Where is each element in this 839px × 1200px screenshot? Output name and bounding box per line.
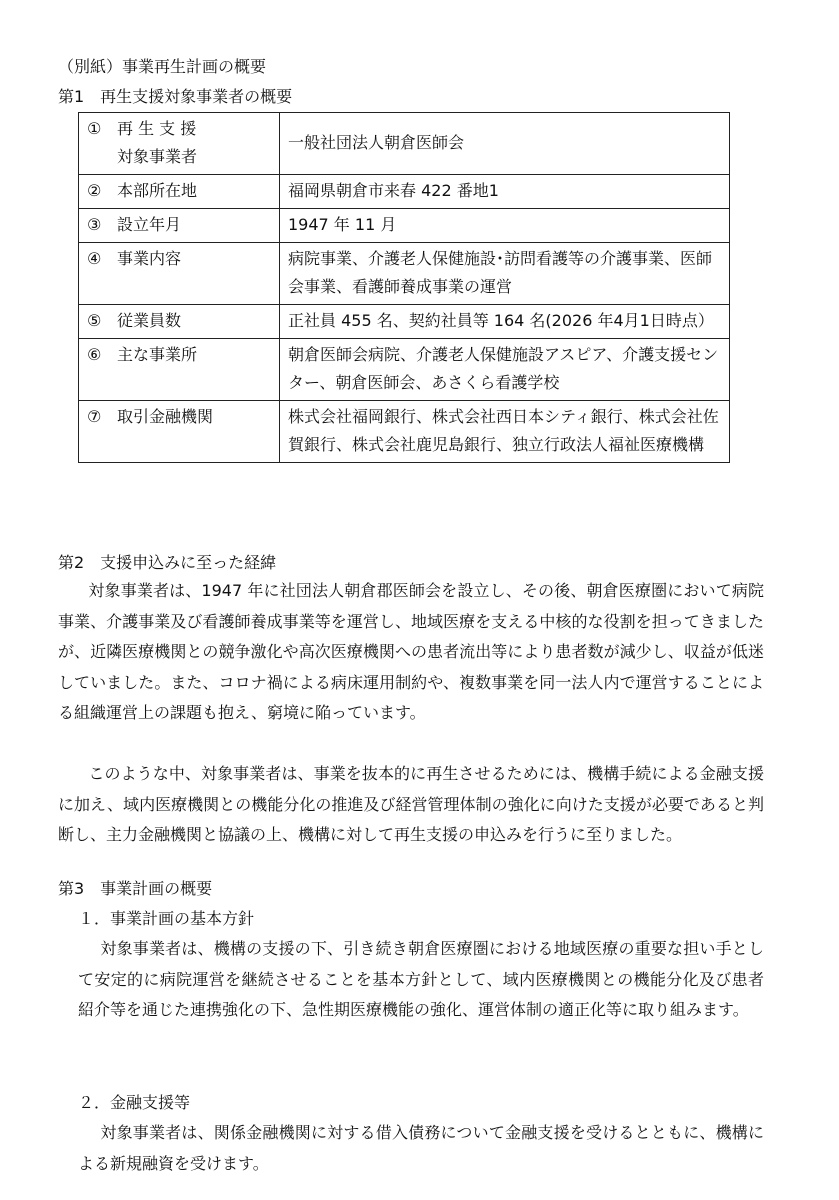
overview-table <box>78 112 730 463</box>
row-label-text: 従業員数 <box>117 311 182 330</box>
section2-heading: 第2 支援申込みに至った経緯 <box>58 553 277 572</box>
subsection-paragraph: 対象事業者は、関係金融機関に対する借入債務について金融支援を受けるとともに、機構による新規融資を受けます。 <box>78 1123 764 1173</box>
table-row <box>79 339 730 401</box>
section2-paragraph: このような中、対象事業者は、事業を抜本的に再生させるためには、機構手続による金融支援に加え、域内医療機関との機能分化の推進及び経営管理体制の強化に向けた支援が必要であると判断し、主力金融機関と協議の上、機構に対して再生支援の申込みを行うに至りました。 <box>58 764 764 844</box>
section1-heading: 第1 再生支援対象事業者の概要 <box>58 87 293 106</box>
table-row <box>79 401 730 463</box>
row-label-text: 対象事業者 <box>117 147 198 166</box>
row-number: ③ <box>87 215 102 234</box>
row-label <box>79 175 280 209</box>
row-label <box>79 113 280 175</box>
table-row <box>79 175 730 209</box>
section3-heading: 第3 事業計画の概要 <box>58 879 213 898</box>
row-value: 病院事業、介護老人保健施設･訪問看護等の介護事業、医師会事業、看護師養成事業の運営 <box>280 243 730 305</box>
table-row <box>79 209 730 243</box>
row-value: 株式会社福岡銀行、株式会社西日本シティ銀行、株式会社佐賀銀行、株式会社鹿児島銀行、独立行政法人福祉医療機構 <box>280 401 730 463</box>
row-number: ⑦ <box>87 407 102 426</box>
row-value: 1947 年 11 月 <box>280 209 730 243</box>
section2-paragraph: 対象事業者は、1947 年に社団法人朝倉郡医師会を設立し、その後、朝倉医療圏において病院事業、介護事業及び看護師養成事業等を運営し、地域医療を支える中核的な役割を担ってきましたが、近隣医療機関との競争激化や高次医療機関への患者流出等により患者数が減少し、収益が低迷していました。また、コロナ禍による病床運用制約や、複数事業を同一法人内で運営することによる組織運営上の課題も抱え、窮境に陥っています。 <box>58 581 764 722</box>
document-title: （別紙）事業再生計画の概要 <box>58 57 267 76</box>
subsection-paragraph: 対象事業者は、機構の支援の下、引き続き朝倉医療圏における地域医療の重要な担い手として安定的に病院運営を継続させることを基本方針として、域内医療機関との機能分化及び患者紹介等を通じた連携強化の下、急性期医療機能の強化、運営体制の適正化等に取り組みます。 <box>78 939 764 1019</box>
row-value: 正社員 455 名、契約社員等 164 名(2026 年4月1日時点） <box>280 305 730 339</box>
row-value: 福岡県朝倉市来春 422 番地1 <box>280 175 730 209</box>
row-number: ⑤ <box>87 311 102 330</box>
row-label-text: 主な事業所 <box>117 345 198 364</box>
row-label <box>79 339 280 401</box>
row-number: ④ <box>87 249 102 268</box>
row-value: 一般社団法人朝倉医師会 <box>280 113 730 175</box>
subsection-heading: ２．金融支援等 <box>78 1093 191 1112</box>
row-value: 朝倉医師会病院、介護老人保健施設アスピア、介護支援センター、朝倉医師会、あさくら看護学校 <box>280 339 730 401</box>
table-row <box>79 243 730 305</box>
row-label-text: 再 生 支 援 <box>117 119 197 138</box>
row-label <box>79 209 280 243</box>
row-number: ① <box>87 119 102 138</box>
row-label <box>79 305 280 339</box>
table-row <box>79 305 730 339</box>
row-label <box>79 243 280 305</box>
row-number: ② <box>87 181 102 200</box>
row-label-text: 取引金融機関 <box>117 407 214 426</box>
row-label <box>79 401 280 463</box>
row-number: ⑥ <box>87 345 102 364</box>
row-label-text: 設立年月 <box>117 215 182 234</box>
subsection-heading: １．事業計画の基本方針 <box>78 909 255 928</box>
row-label-text: 本部所在地 <box>117 181 198 200</box>
table-row <box>79 113 730 175</box>
row-label-text: 事業内容 <box>117 249 182 268</box>
